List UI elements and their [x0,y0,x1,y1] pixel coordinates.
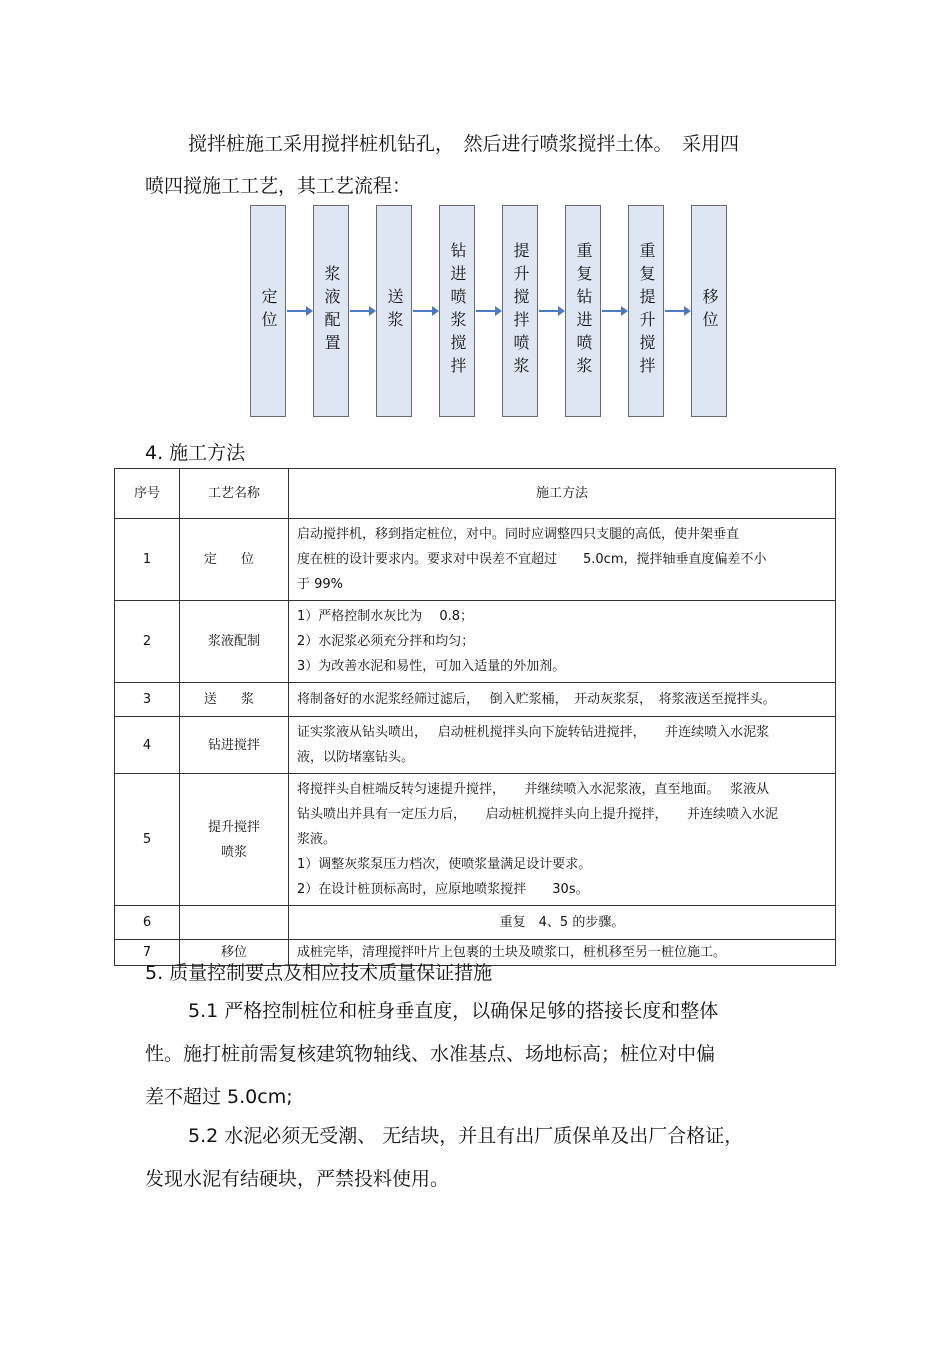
header-no: 序号 [115,469,180,519]
row-no: 2 [115,601,180,683]
row-method: 启动搅拌机，移到指定桩位，对中。同时应调整四只支腿的高低，使井架垂直 度在桩的设计要求内。要求对中误差不宜超过 5.0cm，搅拌轴垂直度偏差不小 于 99% [289,519,836,601]
table-row [115,774,836,906]
flow-arrow [350,310,374,312]
header-method: 施工方法 [289,469,836,519]
paragraph-5-1-line-1: 5.1 严格控制桩位和桩身垂直度，以确保足够的搭接长度和整体 [188,1000,719,1022]
flow-step-slurry-delivery: 送浆 [376,205,412,417]
row-process-name: 送 浆 [180,683,289,717]
table-row [115,683,836,717]
row-no: 6 [115,906,180,940]
table-row [115,519,836,601]
flow-arrow [602,310,626,312]
row-process-name: 提升搅拌喷浆 [180,774,289,906]
paragraph-5-1-line-3: 差不超过 5.0cm; [145,1086,293,1108]
flow-step-drill-spray-mix: 钻进喷浆搅拌 [439,205,475,417]
row-process-name: 浆液配制 [180,601,289,683]
row-method: 将制备好的水泥浆经筛过滤后， 倒入贮浆桶， 开动灰浆泵， 将浆液送至搅拌头。 [289,683,836,717]
flow-step-lift-mix-spray: 提升搅拌喷浆 [502,205,538,417]
intro-line-1: 搅拌桩施工采用搅拌桩机钻孔， 然后进行喷浆搅拌土体。 采用四 [188,133,740,155]
flow-arrow [413,310,437,312]
flow-step-positioning: 定位 [250,205,286,417]
row-no: 7 [115,940,180,966]
table-header-row [115,469,836,519]
row-process-name: 钻进搅拌 [180,717,289,774]
row-no: 4 [115,717,180,774]
header-process-name: 工艺名称 [180,469,289,519]
paragraph-5-2-line-1: 5.2 水泥必须无受潮、 无结块，并且有出厂质保单及出厂合格证， [188,1125,744,1147]
table-row [115,717,836,774]
flow-step-slurry-preparation: 浆液配置 [313,205,349,417]
flow-step-relocate: 移位 [691,205,727,417]
flow-arrow [539,310,563,312]
paragraph-5-1-line-2: 性。施打桩前需复核建筑物轴线、水准基点、场地标高；桩位对中偏 [145,1043,716,1065]
row-method: 证实浆液从钻头喷出， 启动桩机搅拌头向下旋转钻进搅拌， 并连续喷入水泥浆 液，以防堵塞钻头。 [289,717,836,774]
construction-method-table [114,468,836,966]
section-4-heading: 4. 施工方法 [145,442,246,464]
row-method: 将搅拌头自桩端反转匀速提升搅拌， 并继续喷入水泥浆液，直至地面。 浆液从 钻头喷出并具有一定压力后， 启动桩机搅拌头向上提升搅拌， 并连续喷入水泥 浆液。 1）调整灰浆泵压力档次，使喷浆量满足设计要求。 2）在设计桩顶标高时，应原地喷浆搅拌 30s。 [289,774,836,906]
row-no: 5 [115,774,180,906]
process-flowchart [250,205,730,419]
table-row [115,906,836,940]
flow-arrow [287,310,311,312]
row-method: 重复 4、5 的步骤。 [289,906,836,940]
paragraph-5-2-line-2: 发现水泥有结硬块，严禁投料使用。 [145,1168,450,1190]
row-process-name [180,906,289,940]
intro-line-2: 喷四搅施工工艺，其工艺流程： [145,175,412,197]
row-no: 3 [115,683,180,717]
flow-arrow [476,310,500,312]
row-method: 1）严格控制水灰比为 0.8； 2）水泥浆必须充分拌和均匀； 3）为改善水泥和易性，可加入适量的外加剂。 [289,601,836,683]
row-process-name: 移位 [180,940,289,966]
flow-step-repeat-lift-mix: 重复提升搅拌 [628,205,664,417]
flow-step-repeat-drill-spray: 重复钻进喷浆 [565,205,601,417]
flow-arrow [665,310,689,312]
row-process-name: 定 位 [180,519,289,601]
section-5-heading: 5. 质量控制要点及相应技术质量保证措施 [145,962,493,984]
table-row [115,601,836,683]
row-method: 成桩完毕，清理搅拌叶片上包裹的土块及喷浆口，桩机移至另一桩位施工。 [289,940,836,966]
row-no: 1 [115,519,180,601]
